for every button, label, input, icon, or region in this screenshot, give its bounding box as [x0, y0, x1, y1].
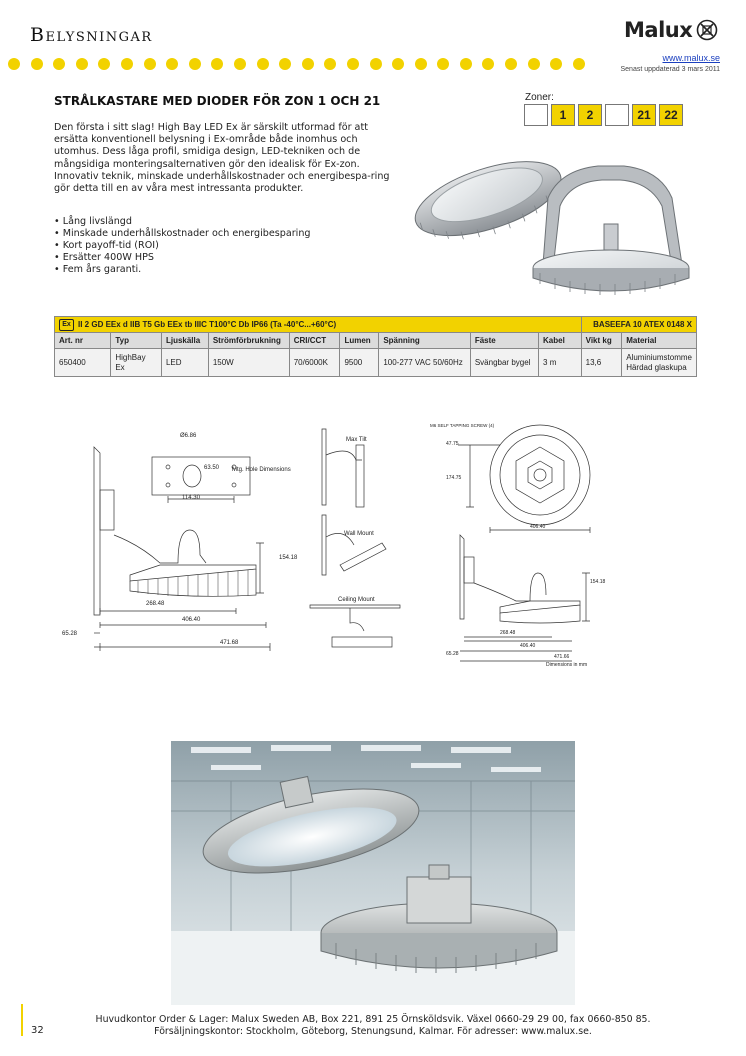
- drawing-label: Mtg. Hole Dimensions: [232, 467, 291, 473]
- drawing-label: 268.48: [146, 601, 165, 607]
- list-item: • Lång livslängd: [54, 216, 310, 228]
- divider-dot: [234, 58, 246, 70]
- page-number: 32: [31, 1025, 44, 1036]
- updated-date: Senast uppdaterad 3 mars 2011: [620, 66, 720, 73]
- product-photo: [171, 741, 575, 1005]
- table-cell: Aluminiumstomme Härdad glaskupa: [622, 349, 697, 377]
- drawing-label: 114.30: [182, 495, 200, 501]
- ex-marking: II 2 GD EEx d IIB T5 Gb EEx tb IIIC T100°C Db IP66 (Ta -40°C...+60°C): [78, 319, 337, 329]
- brand-name: Malux: [624, 18, 693, 42]
- column-header: Kabel: [539, 333, 582, 349]
- footer-line-1: Huvudkontor Order & Lager: Malux Sweden AB, Box 221, 891 25 Örnsköldsvik. Växel 0660-29 29 00, fax 0660-850 85.: [95, 1014, 651, 1025]
- divider-dot: [53, 58, 65, 70]
- column-header: Strömförbrukning: [208, 333, 289, 349]
- footer-accent-bar: [21, 1004, 23, 1036]
- table-cell: 13,6: [581, 349, 622, 377]
- drawing-label: 471.68: [220, 640, 239, 646]
- ex-badge-icon: Ex: [59, 319, 74, 331]
- drawing-label: 65.28: [62, 631, 78, 637]
- table-cell: Svängbar bygel: [470, 349, 538, 377]
- drawing-label: Ceiling Mount: [338, 597, 375, 603]
- zone-box: 2: [578, 104, 602, 126]
- divider-dot: [189, 58, 201, 70]
- brand-logo: [624, 18, 718, 42]
- drawing-label: 65.28: [446, 651, 459, 657]
- divider-dot: [279, 58, 291, 70]
- zone-box: [605, 104, 629, 126]
- table-cell: 150W: [208, 349, 289, 377]
- divider-dot: [482, 58, 494, 70]
- list-item: • Ersätter 400W HPS: [54, 252, 310, 264]
- product-intro: Den första i sitt slag! High Bay LED Ex är särskilt utformad för att ersätta konventionell belysning i Ex-område både inomhus och utomhus. Dess låga profil, smidiga design, LED-tekniken och de mångsidiga monteringsalternativen gör den idealisk för Ex-zon. Innovativ teknik, minskade underhållskostnader och energibespa-ring gör detta till en av våra mest intressanta produkter.: [54, 122, 390, 195]
- zone-box: 21: [632, 104, 656, 126]
- product-image-top: [410, 128, 710, 300]
- dot-divider: [8, 58, 598, 72]
- drawing-label: 154.18: [590, 579, 606, 585]
- divider-dot: [8, 58, 20, 70]
- column-header: Ljuskälla: [161, 333, 208, 349]
- drawing-label: 406.40: [182, 617, 201, 623]
- divider-dot: [257, 58, 269, 70]
- column-header: Spänning: [379, 333, 471, 349]
- divider-dot: [98, 58, 110, 70]
- drawing-label: 154.18: [279, 555, 298, 561]
- divider-dot: [415, 58, 427, 70]
- website-link[interactable]: www.malux.se: [662, 53, 720, 63]
- divider-dot: [211, 58, 223, 70]
- drawing-label: 406.40: [520, 643, 536, 649]
- list-item: • Kort payoff-tid (ROI): [54, 240, 310, 252]
- drawing-label: Ø6.86: [180, 433, 197, 439]
- table-cell: 9500: [340, 349, 379, 377]
- divider-dot: [302, 58, 314, 70]
- table-cell: HighBay Ex: [111, 349, 162, 377]
- drawing-label: Wall Mount: [344, 531, 374, 537]
- divider-dot: [76, 58, 88, 70]
- divider-dot: [347, 58, 359, 70]
- zones-label: Zoner:: [525, 92, 554, 103]
- spec-table: [54, 316, 697, 377]
- drawing-label: 174.75: [446, 475, 462, 481]
- product-title: STRÅLKASTARE MED DIODER FÖR ZON 1 OCH 21: [54, 94, 381, 108]
- table-header-row: [55, 317, 697, 333]
- divider-dot: [166, 58, 178, 70]
- drawing-label: Dimensions in mm: [546, 662, 588, 668]
- divider-dot: [550, 58, 562, 70]
- table-cell: 3 m: [539, 349, 582, 377]
- zone-box: 22: [659, 104, 683, 126]
- column-header: Typ: [111, 333, 162, 349]
- drawing-label: 47.75: [446, 441, 459, 447]
- column-header: Art. nr: [55, 333, 111, 349]
- technical-drawings: [60, 415, 620, 670]
- divider-dot: [573, 58, 585, 70]
- column-header: Fäste: [470, 333, 538, 349]
- brand-emblem-icon: [696, 19, 718, 41]
- drawing-label: 63.50: [204, 465, 220, 471]
- table-cell: LED: [161, 349, 208, 377]
- table-cell: 650400: [55, 349, 111, 377]
- column-header: Lumen: [340, 333, 379, 349]
- divider-dot: [392, 58, 404, 70]
- zone-box: [524, 104, 548, 126]
- feature-list: [54, 216, 310, 276]
- zone-box: 1: [551, 104, 575, 126]
- table-cell: 70/6000K: [289, 349, 340, 377]
- divider-dot: [437, 58, 449, 70]
- certificate: BASEEFA 10 ATEX 0148 X: [581, 317, 696, 333]
- drawing-label: 471.66: [554, 654, 570, 660]
- section-title: Belysningar: [30, 24, 153, 46]
- column-header: Vikt kg: [581, 333, 622, 349]
- list-item: • Minskade underhållskostnader och energibesparing: [54, 228, 310, 240]
- column-header: Material: [622, 333, 697, 349]
- column-header: CRI/CCT: [289, 333, 340, 349]
- zone-boxes: [524, 104, 683, 126]
- divider-dot: [528, 58, 540, 70]
- divider-dot: [31, 58, 43, 70]
- divider-dot: [144, 58, 156, 70]
- divider-dot: [460, 58, 472, 70]
- table-row: [55, 349, 697, 377]
- drawing-label: M6 SELF TAPPING SCREW (4): [430, 423, 495, 428]
- divider-dot: [370, 58, 382, 70]
- divider-dot: [121, 58, 133, 70]
- ex-marking-cell: [55, 317, 582, 333]
- table-cell: 100-277 VAC 50/60Hz: [379, 349, 471, 377]
- list-item: • Fem års garanti.: [54, 264, 310, 276]
- drawing-label: Max Tilt: [346, 437, 367, 443]
- drawing-label: 406.40: [530, 524, 546, 530]
- divider-dot: [324, 58, 336, 70]
- table-column-row: [55, 333, 697, 349]
- drawing-label: 268.48: [500, 630, 516, 636]
- footer-line-2: Försäljningskontor: Stockholm, Göteborg, Stenungsund, Kalmar. För adresser: www.malux.se.: [154, 1026, 592, 1037]
- divider-dot: [505, 58, 517, 70]
